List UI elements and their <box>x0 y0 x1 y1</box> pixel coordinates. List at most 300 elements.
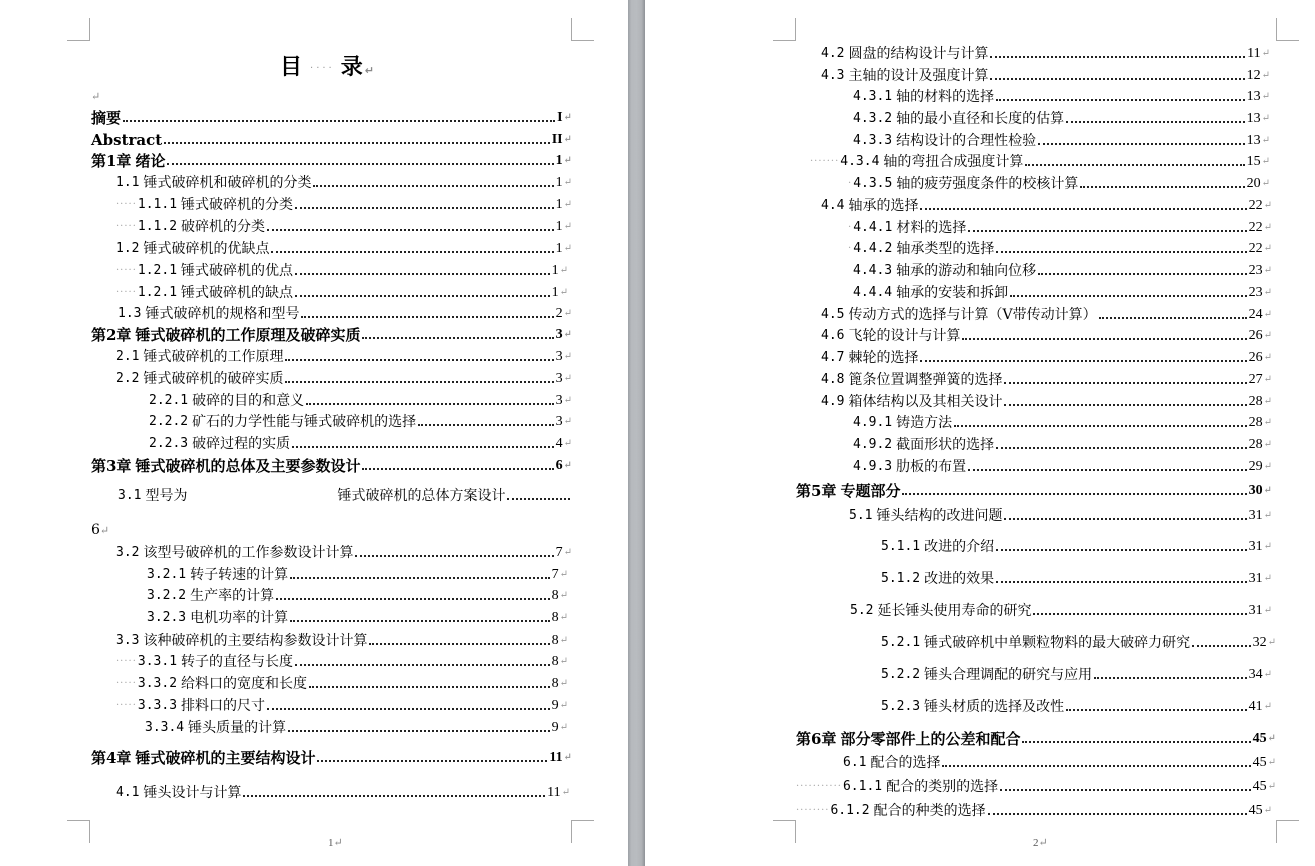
toc-entry-title: 配合的类别的选择 <box>886 779 999 795</box>
toc-entry[interactable] <box>147 566 568 584</box>
dot-leader <box>1066 709 1246 711</box>
toc-entry-number: 1.2.1 <box>137 285 178 300</box>
toc-entry[interactable] <box>147 609 568 627</box>
paragraph-mark-icon: ↵ <box>559 656 568 667</box>
toc-entry-page: 1 <box>555 153 563 168</box>
toc-entry-page: 45 <box>1248 803 1263 818</box>
toc-entry-title: 轴的材料的选择 <box>896 89 995 105</box>
dot-leader <box>369 643 549 645</box>
toc-entry-title: 锤头材质的选择及改性 <box>924 699 1065 715</box>
toc-entry-title: Abstract <box>91 131 163 149</box>
toc-entry-title: 该种破碎机的主要结构参数设计计算 <box>143 633 368 649</box>
toc-entry-page: 45 <box>1252 755 1267 770</box>
toc-entry[interactable] <box>853 458 1272 476</box>
toc-entry-title: 破碎机的分类 <box>181 219 266 235</box>
toc-entry[interactable] <box>881 698 1272 716</box>
toc-entry-title: 锤头质量的计算 <box>188 720 287 736</box>
dot-leader <box>309 686 550 688</box>
indent-dots: · <box>848 243 853 254</box>
toc-entry-number: 第1章 <box>91 152 132 170</box>
toc-entry[interactable] <box>821 371 1272 389</box>
toc-entry-number: 3.3.1 <box>137 654 178 669</box>
toc-entry-number: 3.1 <box>118 488 142 503</box>
toc-entry-page: 22 <box>1248 198 1263 213</box>
toc-entry-title: 该型号破碎机的工作参数设计计算 <box>143 545 354 561</box>
toc-entry-number: 4.5 <box>821 307 845 322</box>
page-number: 2↵ <box>1033 837 1048 849</box>
toc-entry-page: 8 <box>551 588 559 603</box>
toc-entry-title: 给料口的宽度和长度 <box>181 676 308 692</box>
toc-heading <box>280 50 376 81</box>
toc-entry-title: 轴承的游动和轴向位移 <box>896 263 1037 279</box>
paragraph-mark-icon: ↵ <box>1263 605 1272 616</box>
dot-leader <box>123 120 555 122</box>
toc-entry-number: 2.2.3 <box>149 436 189 451</box>
indent-dots: ····· <box>116 678 137 689</box>
toc-entry-number: 4.9.2 <box>853 437 893 452</box>
toc-entry-number: 5.2 <box>850 603 874 618</box>
toc-entry-page: 23 <box>1248 285 1263 300</box>
toc-entry-title: 改进的效果 <box>924 571 995 587</box>
toc-entry-number: 4.6 <box>821 328 845 343</box>
toc-entry-number: 4.2 <box>821 46 845 61</box>
paragraph-mark-icon: ↵ <box>1267 781 1276 792</box>
dot-leader <box>1004 404 1246 406</box>
toc-entry[interactable] <box>796 802 1272 820</box>
indent-dots: ··········· <box>796 781 842 792</box>
dot-leader <box>1099 317 1247 319</box>
toc-entry-number: 3.3.2 <box>137 676 178 691</box>
dot-leader <box>267 708 550 710</box>
dot-leader <box>996 581 1246 583</box>
toc-entry[interactable] <box>853 88 1270 106</box>
toc-entry-page: 22 <box>1248 241 1263 256</box>
dot-leader <box>962 338 1246 340</box>
toc-entry-page: 8 <box>551 610 559 625</box>
paragraph-mark-icon: ↵ <box>563 547 572 558</box>
paragraph-mark-icon: ↵ <box>99 524 110 537</box>
toc-entry-title: 电机功率的计算 <box>190 610 289 626</box>
toc-chapter-entry[interactable] <box>91 152 572 170</box>
toc-entry-number: 5.2.1 <box>881 635 921 650</box>
toc-entry[interactable] <box>116 218 572 236</box>
paragraph-mark-icon: ↵ <box>563 460 572 471</box>
paragraph-mark-icon: ↵ <box>1263 461 1272 472</box>
toc-entry[interactable] <box>118 487 572 505</box>
toc-entry-page: 7 <box>551 567 559 582</box>
spacing-dots: ···· <box>310 62 335 74</box>
toc-entry-title-continued: 锤式破碎机的总体方案设计 <box>337 488 506 504</box>
toc-entry-title: 专题部分 <box>840 482 901 500</box>
toc-entry-number: 4.8 <box>821 372 845 387</box>
toc-entry-title: 破碎的目的和意义 <box>192 393 305 409</box>
toc-entry[interactable] <box>821 45 1270 63</box>
paragraph-mark-icon: ↵ <box>1267 637 1276 648</box>
toc-entry-title: 排料口的尺寸 <box>181 698 266 714</box>
indent-dots: ····· <box>116 199 137 210</box>
dot-leader <box>285 359 553 361</box>
dot-leader <box>988 813 1247 815</box>
paragraph-mark-icon: ↵ <box>1263 243 1272 254</box>
dot-leader <box>276 598 549 600</box>
paragraph-mark-icon: ↵ <box>1263 222 1272 233</box>
margin-corner-mark <box>1276 820 1299 843</box>
dot-leader <box>301 316 553 318</box>
dot-leader <box>1094 677 1246 679</box>
paragraph-mark-icon: ↵ <box>1261 178 1270 189</box>
dot-leader <box>295 664 550 666</box>
toc-entry[interactable] <box>848 219 1272 237</box>
toc-entry-title: 生产率的计算 <box>190 588 275 604</box>
toc-entry-number: 1.1 <box>116 175 140 190</box>
paragraph-mark-icon: ↵ <box>1263 701 1272 712</box>
paragraph-mark-icon: ↵ <box>563 177 572 188</box>
paragraph-mark-icon: ↵ <box>1261 70 1270 81</box>
toc-entry-title: 圆盘的结构设计与计算 <box>848 46 989 62</box>
toc-entry[interactable] <box>796 778 1276 796</box>
toc-entry[interactable] <box>116 544 572 562</box>
toc-entry-number: 1.3 <box>118 306 142 321</box>
toc-entry-page: 23 <box>1248 263 1263 278</box>
toc-entry[interactable] <box>116 675 568 693</box>
toc-entry-number: 6.1 <box>843 755 867 770</box>
dot-leader <box>968 469 1246 471</box>
paragraph-mark-icon: ↵ <box>563 329 572 340</box>
toc-entry[interactable] <box>821 306 1272 324</box>
indent-dots: ········ <box>796 805 830 816</box>
toc-entry-number: 第4章 <box>91 749 132 767</box>
toc-entry-page: I <box>557 110 563 125</box>
toc-entry-title: 材料的选择 <box>896 220 967 236</box>
margin-corner-mark <box>67 820 90 843</box>
toc-entry[interactable] <box>145 719 568 737</box>
toc-entry-number: 4.7 <box>821 350 845 365</box>
toc-entry-title: 锤头设计与计算 <box>143 785 242 801</box>
toc-entry-number: 1.1.2 <box>137 219 178 234</box>
toc-entry-page: 20 <box>1246 176 1261 191</box>
dot-leader <box>954 425 1246 427</box>
toc-chapter-entry[interactable] <box>91 109 572 127</box>
toc-entry[interactable] <box>881 634 1276 652</box>
toc-entry-number: 5.1 <box>849 508 873 523</box>
margin-corner-mark <box>67 18 90 41</box>
paragraph-mark-icon: ↵ <box>559 287 568 298</box>
toc-entry-title: 锤式破碎机的分类 <box>181 197 294 213</box>
toc-entry[interactable] <box>149 413 572 431</box>
toc-entry[interactable] <box>848 175 1270 193</box>
toc-entry-number: 1.1.1 <box>137 197 178 212</box>
toc-heading-char: 录 <box>340 55 365 80</box>
toc-entry-number: 3.3.4 <box>145 720 185 735</box>
indent-dots: ······· <box>810 156 840 167</box>
toc-entry-title: 配合的种类的选择 <box>873 803 986 819</box>
dot-leader <box>1004 382 1246 384</box>
paragraph-mark-icon: ↵ <box>1263 200 1272 211</box>
document-page-2 <box>645 0 1315 866</box>
toc-entry-number: 5.1.2 <box>881 571 921 586</box>
toc-entry-number: 第3章 <box>91 457 132 475</box>
toc-entry-number: 5.1.1 <box>881 539 921 554</box>
paragraph-mark-icon: ↵ <box>563 752 572 763</box>
dot-leader <box>292 446 553 448</box>
dot-leader <box>1025 164 1244 166</box>
toc-entry-title: 部分零部件上的公差和配合 <box>840 730 1021 748</box>
toc-entry-number: 5.2.2 <box>881 667 921 682</box>
page-number: 1↵ <box>328 837 343 849</box>
paragraph-mark-icon: ↵ <box>1263 805 1272 816</box>
toc-entry-page: 1 <box>555 175 563 190</box>
paragraph-mark-icon: ↵ <box>563 373 572 384</box>
toc-entry-page: 4 <box>555 436 563 451</box>
toc-entry-title: 锤式破碎机的主要结构设计 <box>135 749 316 767</box>
toc-entry[interactable] <box>810 153 1270 171</box>
paragraph-mark-icon: ↵ <box>1267 733 1276 744</box>
paragraph-mark-icon: ↵ <box>1263 541 1272 552</box>
toc-entry-title: 截面形状的选择 <box>896 437 995 453</box>
toc-entry-number: 6.1.2 <box>830 803 870 818</box>
toc-entry[interactable] <box>853 262 1272 280</box>
paragraph-mark-icon: ↵ <box>559 722 568 733</box>
toc-entry-number: 3.2.2 <box>147 588 187 603</box>
toc-chapter-entry[interactable] <box>91 457 572 475</box>
toc-entry-title: 肋板的布置 <box>896 459 967 475</box>
document-page-1 <box>0 0 628 866</box>
paragraph-mark-icon: ↵ <box>1261 48 1270 59</box>
paragraph-mark-icon: ↵ <box>1263 485 1272 496</box>
paragraph-mark-icon: ↵ <box>364 64 376 77</box>
dot-leader <box>1022 741 1250 743</box>
toc-entry-title: 铸造方法 <box>896 415 953 431</box>
toc-entry-page: 1 <box>555 197 563 212</box>
paragraph-mark-icon: ↵ <box>1263 309 1272 320</box>
toc-entry-page: 31 <box>1248 603 1263 618</box>
toc-chapter-entry[interactable] <box>91 326 572 344</box>
toc-entry-title: 传动方式的选择与计算（V带传动计算） <box>848 307 1097 323</box>
toc-entry-title: 轴的最小直径和长度的估算 <box>896 111 1065 127</box>
indent-dots: ····· <box>116 700 137 711</box>
toc-entry-title: 锤式破碎机的优点 <box>181 263 294 279</box>
dot-leader <box>271 251 553 253</box>
toc-entry[interactable] <box>116 240 572 258</box>
toc-entry-page: 3 <box>555 371 563 386</box>
toc-entry-title: 型号为 <box>145 488 188 504</box>
toc-entry[interactable] <box>821 349 1272 367</box>
toc-entry[interactable] <box>116 370 572 388</box>
paragraph-mark-icon: ↵ <box>1261 135 1270 146</box>
toc-entry-page: 41 <box>1248 699 1263 714</box>
paragraph-mark-icon: ↵ <box>559 590 568 601</box>
indent-dots: · <box>848 222 853 233</box>
toc-entry-number: 3.3 <box>116 633 140 648</box>
dot-leader <box>362 468 553 470</box>
toc-entry[interactable] <box>881 570 1272 588</box>
toc-entry-title: 锤式破碎机的规格和型号 <box>145 306 300 322</box>
toc-entry-page: 3 <box>555 327 563 342</box>
toc-chapter-entry[interactable] <box>91 749 572 767</box>
toc-entry[interactable] <box>821 197 1272 215</box>
toc-entry-title: 改进的介绍 <box>924 539 995 555</box>
toc-chapter-entry[interactable] <box>796 482 1272 500</box>
toc-entry-title: 锤头合理调配的研究与应用 <box>924 667 1093 683</box>
toc-entry[interactable] <box>821 393 1272 411</box>
paragraph-mark-icon: ↵ <box>1261 156 1270 167</box>
toc-entry-number: 4.3.1 <box>853 89 893 104</box>
toc-entry[interactable] <box>853 284 1272 302</box>
toc-entry-number: 4.4.4 <box>853 285 893 300</box>
dot-leader <box>418 424 553 426</box>
dot-leader <box>920 360 1246 362</box>
toc-entry[interactable] <box>116 262 568 280</box>
toc-entry-number: 4.9 <box>821 394 845 409</box>
toc-entry-page: 1 <box>555 241 563 256</box>
toc-entry-title: 轴的弯扭合成强度计算 <box>883 154 1024 170</box>
toc-entry-number: 4.9.3 <box>853 459 893 474</box>
toc-entry-page: 11 <box>549 750 563 765</box>
margin-corner-mark <box>773 820 796 843</box>
toc-entry-number: 4.1 <box>116 785 140 800</box>
toc-entry-page: 29 <box>1248 459 1263 474</box>
indent-dots: ····· <box>116 656 137 667</box>
toc-entry-page: 28 <box>1248 394 1263 409</box>
toc-entry[interactable] <box>116 196 572 214</box>
toc-entry[interactable] <box>116 284 568 302</box>
toc-chapter-entry[interactable] <box>796 730 1276 748</box>
toc-entry[interactable] <box>853 436 1272 454</box>
toc-entry[interactable] <box>881 666 1272 684</box>
paragraph-mark-icon: ↵ <box>559 635 568 646</box>
dot-leader <box>355 555 553 557</box>
dot-leader <box>295 295 550 297</box>
toc-entry-page: 3 <box>555 349 563 364</box>
page-gap-divider <box>628 0 645 866</box>
toc-entry[interactable] <box>116 784 570 802</box>
paragraph-mark-icon: ↵ <box>1263 287 1272 298</box>
toc-entry-page: 1 <box>551 263 559 278</box>
toc-entry-title: 锤头结构的改进问题 <box>876 508 1003 524</box>
toc-heading-char: 目 <box>280 55 305 80</box>
toc-entry-page: 45 <box>1252 779 1267 794</box>
dot-leader <box>295 207 554 209</box>
margin-corner-mark <box>1276 18 1299 41</box>
toc-entry-title: 摘要 <box>91 109 122 127</box>
toc-entry-title: 破碎过程的实质 <box>192 436 291 452</box>
dot-leader <box>317 760 547 762</box>
toc-entry[interactable] <box>853 110 1270 128</box>
toc-entry[interactable] <box>821 67 1270 85</box>
paragraph-mark-icon: ↵ <box>563 308 572 319</box>
toc-entry[interactable] <box>149 392 572 410</box>
toc-entry[interactable] <box>850 602 1272 620</box>
paragraph-mark-icon: ↵ <box>563 221 572 232</box>
toc-entry[interactable] <box>881 538 1272 556</box>
indent-dots: ····· <box>116 221 137 232</box>
toc-entry-number: 4.4.1 <box>853 220 893 235</box>
toc-entry-number: 4.4 <box>821 198 845 213</box>
toc-entry-number: 3.2.1 <box>147 567 187 582</box>
toc-chapter-entry[interactable] <box>91 131 572 149</box>
dot-leader <box>1080 186 1244 188</box>
toc-entry-page: 7 <box>555 545 563 560</box>
paragraph-mark-icon: ↵ <box>563 416 572 427</box>
dot-leader <box>267 229 554 231</box>
toc-entry-page: 9 <box>551 698 559 713</box>
toc-entry-page: 13 <box>1246 89 1261 104</box>
paragraph-mark-icon: ↵ <box>1263 352 1272 363</box>
paragraph-mark-icon: ↵ <box>559 678 568 689</box>
toc-entry-page: 28 <box>1248 437 1263 452</box>
toc-entry[interactable] <box>116 653 568 671</box>
paragraph-mark-icon: ↵ <box>563 134 572 145</box>
paragraph-mark-icon: ↵ <box>1261 91 1270 102</box>
toc-entry-page: 2 <box>555 306 563 321</box>
dot-leader <box>1010 295 1246 297</box>
toc-entry-title: 锤式破碎机的工作原理 <box>143 349 284 365</box>
toc-entry-page: 6 <box>555 458 563 473</box>
toc-entry-page: 3 <box>555 414 563 429</box>
toc-entry[interactable] <box>116 348 572 366</box>
toc-entry[interactable] <box>843 754 1276 772</box>
paragraph-mark-icon: ↵ <box>563 395 572 406</box>
toc-entry[interactable] <box>116 632 568 650</box>
toc-entry-page: 13 <box>1246 111 1261 126</box>
dot-leader <box>1192 645 1250 647</box>
toc-entry-title: 棘轮的选择 <box>848 350 919 366</box>
toc-entry-page: 26 <box>1248 328 1263 343</box>
toc-entry-page: II <box>551 132 563 147</box>
toc-entry-page: 22 <box>1248 220 1263 235</box>
toc-entry[interactable] <box>147 587 568 605</box>
dot-leader <box>362 337 553 339</box>
toc-entry-title: 结构设计的合理性检验 <box>896 133 1037 149</box>
paragraph-mark-icon: ↵ <box>559 700 568 711</box>
paragraph-mark-icon: ↵ <box>563 351 572 362</box>
toc-entry[interactable] <box>116 174 572 192</box>
toc-entry-number: 第5章 <box>796 482 837 500</box>
paragraph-mark-icon: ↵ <box>563 155 572 166</box>
indent-dots: ····· <box>116 287 137 298</box>
toc-entry-page: 3 <box>555 393 563 408</box>
toc-entry-number: 2.2 <box>116 371 140 386</box>
toc-entry[interactable] <box>853 132 1270 150</box>
toc-entry-number: 1.2.1 <box>137 263 178 278</box>
toc-entry-page: 28 <box>1248 415 1263 430</box>
toc-entry[interactable] <box>118 305 572 323</box>
toc-entry[interactable] <box>849 507 1272 525</box>
toc-entry-page: 11 <box>1247 46 1261 61</box>
toc-entry[interactable] <box>116 697 568 715</box>
toc-entry-number: 3.3.3 <box>137 698 178 713</box>
toc-entry[interactable] <box>853 414 1272 432</box>
toc-entry-page: 1 <box>555 219 563 234</box>
indent-dots: · <box>848 178 853 189</box>
toc-entry[interactable] <box>821 327 1272 345</box>
toc-entry-page: 30 <box>1248 483 1263 498</box>
toc-entry[interactable] <box>848 240 1272 258</box>
margin-corner-mark <box>773 18 796 41</box>
toc-entry-number: 5.2.3 <box>881 699 921 714</box>
toc-entry-number: 4.4.3 <box>853 263 893 278</box>
dot-leader <box>996 251 1246 253</box>
toc-entry[interactable] <box>149 435 572 453</box>
paragraph-mark-icon: ↵ <box>563 199 572 210</box>
dot-leader <box>295 273 550 275</box>
dot-leader <box>1038 143 1244 145</box>
paragraph-mark-icon: ↵ <box>1261 113 1270 124</box>
toc-entry-number: 3.2.3 <box>147 610 187 625</box>
dot-leader <box>990 56 1245 58</box>
toc-entry-page: 45 <box>1252 731 1267 746</box>
dot-leader <box>996 99 1244 101</box>
